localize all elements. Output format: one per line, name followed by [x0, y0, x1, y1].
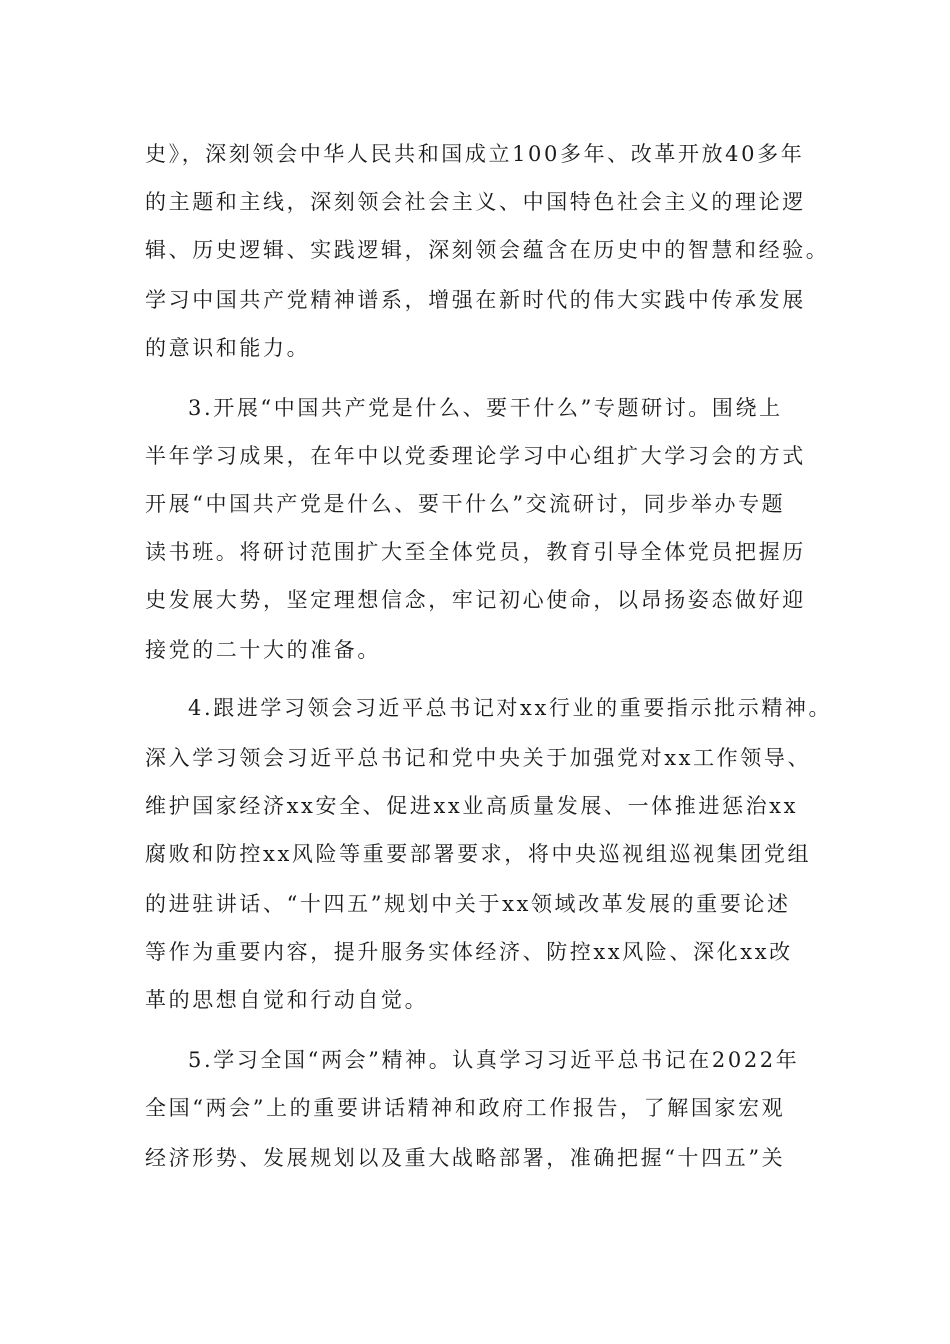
text-line: 全国“两会”上的重要讲话精神和政府工作报告，了解国家宏观: [145, 1096, 786, 1120]
text-line: 经济形势、发展规划以及重大战略部署，准确把握“十四五”关: [145, 1146, 786, 1170]
text-line: 维护国家经济xx安全、促进xx业高质量发展、一体推进惩治xx: [145, 794, 799, 818]
text-line: 的进驻讲话、“十四五”规划中关于xx领域改革发展的重要论述: [145, 892, 791, 916]
text-line: 深入学习领会习近平总书记和党中央关于加强党对xx工作领导、: [145, 746, 812, 770]
text-line: 读书班。将研讨范围扩大至全体党员，教育引导全体党员把握历: [145, 540, 806, 564]
text-line: 的主题和主线，深刻领会社会主义、中国特色社会主义的理论逻: [145, 190, 806, 214]
text-line: 半年学习成果，在年中以党委理论学习中心组扩大学习会的方式: [145, 444, 806, 468]
paragraph-5-first-line: 5.学习全国“两会”精神。认真学习习近平总书记在2022年: [188, 1048, 800, 1072]
text-line: 革的思想自觉和行动自觉。: [145, 988, 429, 1012]
text-line: 史》，深刻领会中华人民共和国成立100多年、改革开放40多年: [145, 142, 805, 166]
text-line: 史发展大势，坚定理想信念，牢记初心使命，以昂扬姿态做好迎: [145, 588, 806, 612]
text-line: 等作为重要内容，提升服务实体经济、防控xx风险、深化xx改: [145, 940, 793, 964]
text-line: 接党的二十大的准备。: [145, 638, 381, 662]
text-line: 辑、历史逻辑、实践逻辑，深刻领会蕴含在历史中的智慧和经验。: [145, 238, 830, 262]
text-line: 腐败和防控xx风险等重要部署要求，将中央巡视组巡视集团党组: [145, 842, 812, 866]
text-line: 的意识和能力。: [145, 336, 311, 360]
text-line: 开展“中国共产党是什么、要干什么”交流研讨，同步举办专题: [145, 492, 786, 516]
paragraph-3-first-line: 3.开展“中国共产党是什么、要干什么”专题研讨。围绕上: [188, 396, 783, 420]
paragraph-4-first-line: 4.跟进学习领会习近平总书记对xx行业的重要指示批示精神。: [188, 696, 833, 720]
text-line: 学习中国共产党精神谱系，增强在新时代的伟大实践中传承发展: [145, 288, 806, 312]
